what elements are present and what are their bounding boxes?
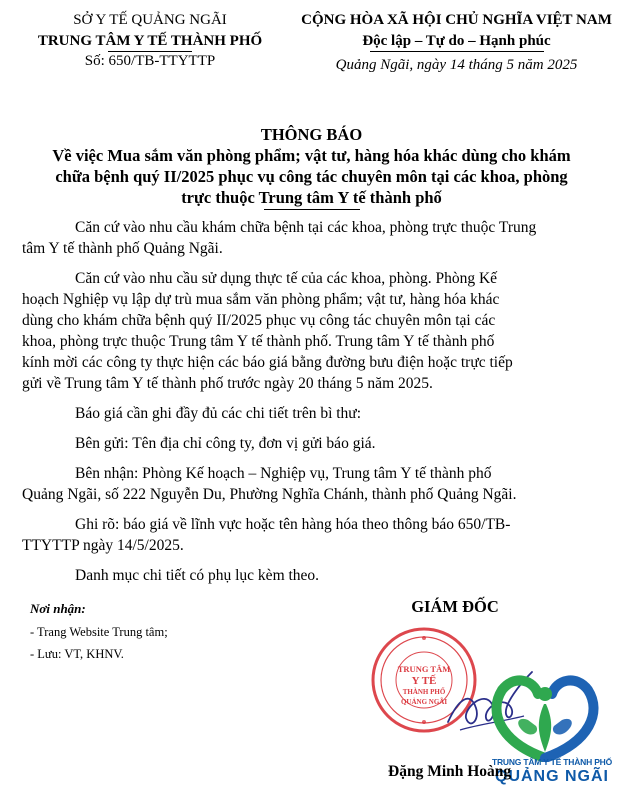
logo-caption-line2: QUẢNG NGÃI (495, 768, 609, 785)
seal-text: Y TẾ (411, 675, 437, 687)
date-place: Quảng Ngãi, ngày 14 tháng 5 năm 2025 (335, 57, 578, 73)
notice-body (22, 217, 598, 595)
title-underline (264, 209, 360, 210)
notice-subject-line: trực thuộc Trung tâm Y tế thành phố (181, 188, 442, 207)
recipients-block (30, 599, 280, 664)
ministry-name: SỞ Y TẾ QUẢNG NGÃI (73, 12, 227, 28)
national-motto: Độc lập – Tự do – Hạnh phúc (362, 33, 551, 49)
paragraph-note (22, 514, 598, 556)
logo-caption-line1: TRUNG TÂM Y TẾ THÀNH PHỐ (491, 757, 613, 767)
seal-text: QUẢNG NGÃI (400, 698, 448, 706)
signer-name: Đặng Minh Hoàng (388, 763, 512, 780)
body-line: khoa, phòng trực thuộc Trung tâm Y tế thành phố. Trung tâm Y tế thành phố (22, 333, 495, 350)
center-name: TRUNG TÂM Y TẾ THÀNH PHỐ (37, 33, 263, 49)
body-line: TTYTTP ngày 14/5/2025. (22, 537, 184, 554)
seal-text: TRUNG TÂM (397, 664, 451, 674)
body-line: Ghi rõ: báo giá về lĩnh vực hoặc tên hàng hóa theo thông báo 650/TB- (75, 516, 511, 533)
paragraph-envelope-note: Báo giá cần ghi đầy đủ các chi tiết trên bì thư: (75, 405, 362, 422)
notice-subject-line: chữa bệnh quý II/2025 phục vụ công tác chuyên môn tại các khoa, phòng (55, 167, 568, 186)
recipient-item: - Lưu: VT, KHNV. (30, 647, 124, 661)
body-line: Căn cứ vào nhu cầu sử dụng thực tế của các khoa, phòng. Phòng Kế (75, 270, 498, 287)
country-name: CỘNG HÒA XÃ HỘI CHỦ NGHĨA VIỆT NAM (301, 12, 612, 28)
notice-subject-line: Về việc Mua sắm văn phòng phẩm; vật tư, hàng hóa khác dùng cho khám (52, 146, 571, 165)
body-line: Bên nhận: Phòng Kế hoạch – Nghiệp vụ, Trung tâm Y tế thành phố (75, 465, 492, 482)
notice-title-block (0, 124, 623, 210)
body-line: hoạch Nghiệp vụ lập dự trù mua sắm văn phòng phẩm; vật tư, hàng hóa khác (22, 291, 500, 308)
document-number: Số: 650/TB-TTYTTP (84, 53, 216, 69)
paragraph-basis-1 (22, 217, 598, 259)
body-line: kính mời các công ty thực hiện các báo giá bằng đường bưu điện hoặc trực tiếp (22, 354, 513, 371)
paragraph-sender: Bên gửi: Tên địa chỉ công ty, đơn vị gửi báo giá. (75, 435, 376, 452)
body-line: gửi về Trung tâm Y tế thành phố trước ngày 20 tháng 5 năm 2025. (22, 375, 433, 392)
body-line: tâm Y tế thành phố Quảng Ngãi. (22, 240, 223, 257)
issuing-agency-block (0, 10, 300, 72)
body-line: Quảng Ngãi, số 222 Nguyễn Du, Phường Nghĩa Chánh, thành phố Quảng Ngãi. (22, 486, 517, 503)
national-title-block (290, 10, 623, 76)
body-line: Căn cứ vào nhu cầu khám chữa bệnh tại các khoa, phòng trực thuộc Trung (75, 219, 537, 236)
recipients-label: Nơi nhận: (30, 601, 86, 616)
health-center-logo-icon (480, 672, 610, 762)
paragraph-receiver (22, 463, 598, 505)
paragraph-basis-2 (22, 268, 598, 394)
signer-position: GIÁM ĐỐC (411, 597, 499, 616)
notice-heading: THÔNG BÁO (260, 125, 363, 144)
seal-text: THÀNH PHỐ (402, 688, 446, 696)
paragraph-appendix: Danh mục chi tiết có phụ lục kèm theo. (75, 567, 320, 584)
body-line: dùng cho khám chữa bệnh quý II/2025 phục vụ công tác chuyên môn tại các (22, 312, 496, 329)
recipient-item: - Trang Website Trung tâm; (30, 625, 168, 639)
